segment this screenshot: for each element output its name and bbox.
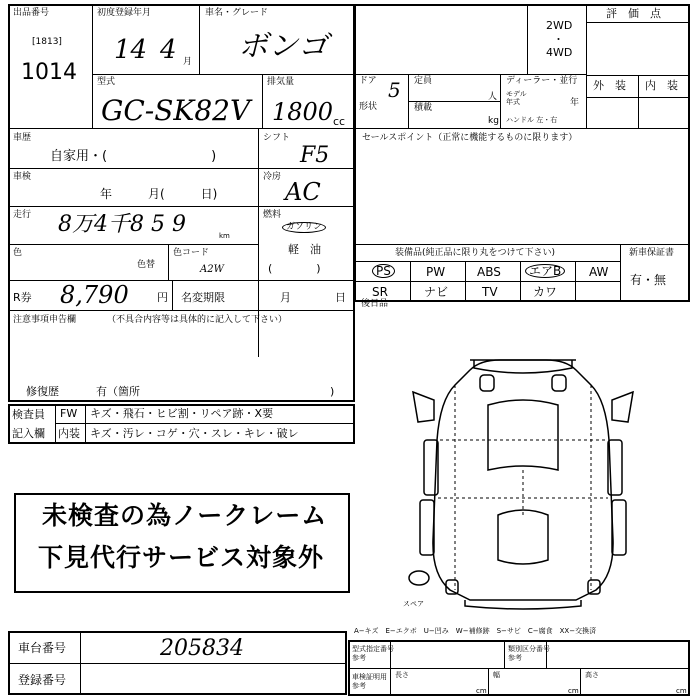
fw-label: FW (60, 407, 78, 420)
color-code-label: 色コード (173, 248, 210, 258)
equip-tv: TV (482, 285, 498, 299)
ac-value: AC (285, 178, 321, 206)
equip-sr: SR (372, 285, 388, 299)
car-name: ボンゴ (238, 29, 328, 64)
checker-label-2: 記入欄 (12, 427, 45, 440)
eval-label: 評 価 点 (606, 7, 661, 20)
model-year-label: モデル 年式 (506, 90, 527, 106)
deadline-label: 名変期限 (181, 291, 225, 304)
dealer-label: ディーラー・並行 (506, 76, 578, 86)
deadline-day: 日 (335, 291, 346, 304)
lot-label: 出品番号 (13, 8, 50, 18)
history-label: 車歴 (13, 133, 32, 143)
year-unit: 年 (570, 98, 580, 108)
width-label: 幅 (493, 671, 500, 679)
warranty-label: 新車保証書 (629, 248, 675, 258)
door-value: 5 (388, 78, 401, 102)
notes-label: 注意事項申告欄 (13, 315, 77, 325)
recycle-value: 8,790 (60, 281, 129, 309)
notice-line-2: 下見代行サービス対象外 (38, 543, 325, 572)
later-label: 後日品 (361, 299, 389, 309)
warranty-value: 有・無 (630, 273, 667, 287)
cc-unit: cc (333, 115, 346, 128)
capacity-label: 定員 (414, 76, 433, 86)
equip-pw: PW (426, 265, 446, 279)
color-change-label: 色替 (137, 260, 156, 270)
length-unit: cm (476, 687, 487, 695)
model-label: 型式 (97, 77, 116, 87)
name-label: 車名・グレード (205, 8, 269, 18)
width-unit: cm (568, 687, 579, 695)
length-label: 長さ (395, 671, 409, 679)
recycle-label: R券 (13, 291, 32, 304)
door-label: ドア (359, 76, 377, 86)
int-label: 内装 (58, 427, 80, 440)
interior-label: 内 装 (645, 79, 678, 92)
reg-label: 登録番号 (18, 673, 67, 687)
chassis-label: 車台番号 (18, 641, 67, 655)
drive-2wd: 2WD (546, 19, 573, 32)
load-label: 積載 (414, 103, 433, 113)
fuel-label: 燃料 (263, 210, 282, 220)
height-label: 高さ (585, 671, 599, 679)
repair-value: 有（箇所 (96, 385, 140, 398)
equip-airbag: エアB (525, 264, 565, 278)
reg-cert-label: 車検証明用 参考 (352, 673, 387, 690)
fuel-diesel: 軽 油 (288, 243, 321, 256)
fuel-paren: ( ) (268, 262, 321, 275)
color-code-value: A2W (200, 264, 224, 275)
lot-number: 1014 (21, 60, 77, 85)
damage-legend: A−キズ E−エクボ U−凹み W−補修跡 S−サビ C−腐食 XX−交換済 (354, 627, 597, 635)
reg-year: 14 (114, 35, 148, 65)
fuel-gasoline: ガソリン (282, 222, 326, 233)
inspection-label: 車検 (13, 172, 32, 182)
displacement-label: 排気量 (267, 77, 295, 87)
equip-navi: ナビ (424, 285, 449, 299)
equipment-title: 装備品(純正品に限り丸をつけて下さい) (395, 248, 556, 258)
spare-label: スペア (403, 600, 424, 608)
divider (580, 668, 581, 696)
notes-hint: （不具合内容等は具体的に記入して下さい） (107, 315, 288, 325)
int-text: キズ・汚レ・コゲ・穴・スレ・キレ・破レ (90, 427, 299, 440)
yen-unit: 円 (157, 291, 168, 304)
equip-ps: PS (372, 264, 395, 278)
equip-leather: カワ (533, 285, 558, 299)
load-unit: kg (488, 116, 499, 126)
selling-label: セールスポイント（正常に機能するものに限ります） (362, 133, 578, 143)
deadline-month: 月 (280, 291, 291, 304)
shape-label: 形状 (359, 102, 378, 112)
capacity-unit: 人 (488, 92, 498, 102)
shift-value: F5 (300, 143, 330, 168)
equip-abs: ABS (477, 265, 501, 279)
inspection-value: 年 月( 日) (100, 187, 218, 201)
chassis-value: 205834 (160, 636, 244, 661)
checker-label-1: 検査員 (12, 408, 45, 421)
class-label: 類別区分番号 参考 (508, 645, 550, 662)
divider (504, 640, 505, 668)
notice-line-1: 未検査の為ノークレーム (42, 501, 328, 530)
lot-sub: [1813] (32, 37, 62, 47)
fw-text: キズ・飛石・ヒビ割・リペア跡・X要 (90, 407, 274, 420)
equip-aw: AW (589, 265, 609, 279)
cert-label: 型式指定番号 参考 (352, 645, 394, 662)
mileage-value: 8万4千8 5 9 (58, 212, 186, 237)
model-value: GC-SK82V (101, 94, 251, 127)
km-unit: km (219, 232, 230, 240)
repair-label: 修復歴 (26, 385, 59, 398)
height-unit: cm (676, 687, 687, 695)
shift-label: シフト (263, 133, 291, 143)
first-reg-label: 初度登録年月 (97, 8, 152, 18)
mileage-label: 走行 (13, 210, 32, 220)
repair-close: ) (330, 385, 335, 398)
exterior-label: 外 装 (593, 79, 626, 92)
divider (488, 668, 489, 696)
history-value: 自家用・( ) (50, 149, 217, 164)
divider (8, 663, 347, 664)
month-unit: 月 (183, 57, 193, 67)
divider (80, 631, 81, 695)
divider (348, 668, 690, 669)
displacement-value: 1800 (272, 98, 334, 126)
handle-label: ハンドル 左・右 (506, 116, 558, 124)
drive-4wd: 4WD (546, 46, 573, 59)
drive-dot: ・ (553, 33, 564, 46)
ac-label: 冷房 (263, 172, 282, 182)
color-label: 色 (13, 248, 23, 258)
reg-month: 4 (160, 35, 177, 65)
